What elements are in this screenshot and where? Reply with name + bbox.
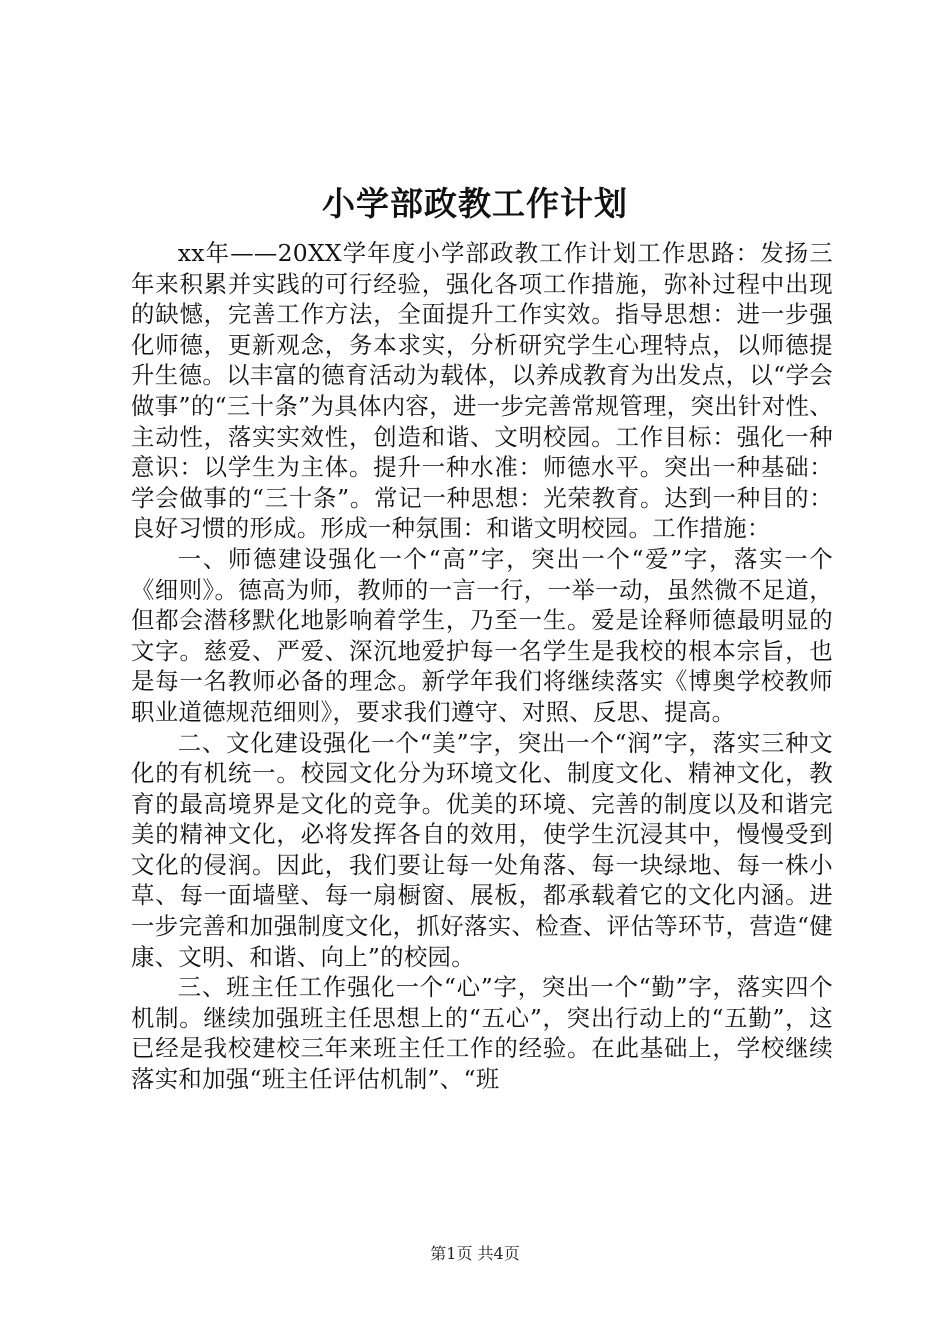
paragraph-head-teacher: 三、班主任工作强化一个“心”字，突出一个“勤”字，落实四个机制。继续加强班主任思想上的“五心”，突出行动上的“五勤”，这已经是我校建校三年来班主任工作的经验。在此基础上，学校继续落实和加强“班主任评估机制”、“班 bbox=[131, 973, 833, 1094]
page-footer: 第1页 共4页 bbox=[430, 1244, 520, 1263]
document-body bbox=[131, 238, 833, 1095]
paragraph-culture: 二、文化建设强化一个“美”字，突出一个“润”字，落实三种文化的有机统一。校园文化分为环境文化、制度文化、精神文化，教育的最高境界是文化的竞争。优美的环境、完善的制度以及和谐完美的精神文化，必将发挥各自的效用，使学生沉浸其中，慢慢受到文化的侵润。因此，我们要让每一处角落、每一块绿地、每一株小草、每一面墙壁、每一扇橱窗、展板，都承载着它的文化内涵。进一步完善和加强制度文化，抓好落实、检查、评估等环节，营造“健康、文明、和谐、向上”的校园。 bbox=[131, 728, 833, 971]
document-title: 小学部政教工作计划 bbox=[322, 184, 628, 223]
paragraph-teacher-ethics: 一、师德建设强化一个“高”字，突出一个“爱”字，落实一个《细则》。德高为师，教师的一言一行，一举一动，虽然微不足道，但都会潜移默化地影响着学生，乃至一生。爱是诠释师德最明显的文字。慈爱、严爱、深沉地爱护每一名学生是我校的根本宗旨，也是每一名教师必备的理念。新学年我们将继续落实《博奥学校教师职业道德规范细则》，要求我们遵守、对照、反思、提高。 bbox=[131, 544, 833, 726]
paragraph-intro: xx年——20XX学年度小学部政教工作计划工作思路：发扬三年来积累并实践的可行经验，强化各项工作措施，弥补过程中出现的缺憾，完善工作方法，全面提升工作实效。指导思想：进一步强化师德，更新观念，务本求实，分析研究学生心理特点，以师德提升生德。以丰富的德育活动为载体，以养成教育为出发点，以“学会做事”的“三十条”为具体内容，进一步完善常规管理，突出针对性、主动性，落实实效性，创造和谐、文明校园。工作目标：强化一种意识：以学生为主体。提升一种水准：师德水平。突出一种基础：学会做事的“三十条”。常记一种思想：光荣教育。达到一种目的：良好习惯的形成。形成一种氛围：和谐文明校园。工作措施： bbox=[131, 239, 833, 543]
